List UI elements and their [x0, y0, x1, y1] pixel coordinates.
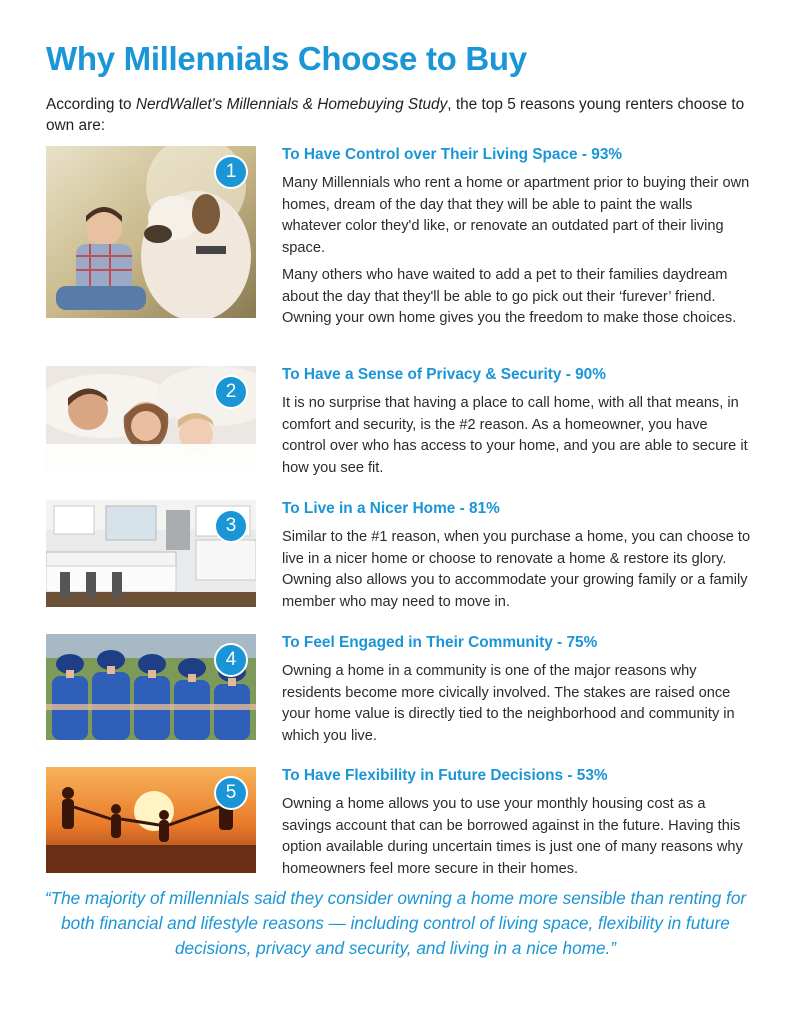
kids-baseball-team-photo	[46, 634, 256, 740]
page-title: Why Millennials Choose to Buy	[46, 40, 527, 77]
reason-number-badge: 5	[214, 776, 248, 810]
family-beach-sunset-photo	[46, 767, 256, 873]
reason-number-badge: 3	[214, 509, 248, 543]
reason-paragraph: Similar to the #1 reason, when you purchase a home, you can choose to live in a nicer home or choose to renovate a home & restore its glory. Owning also allows you to accommodate your growing family or a family member who may need to move in.	[282, 529, 751, 610]
intro-prefix: According to	[46, 96, 136, 113]
reason-number-badge: 1	[214, 155, 248, 189]
reason-number-badge: 2	[214, 375, 248, 409]
reason-paragraph: Many others who have waited to add a pet to their families daydream about the day that they'll be able to go pick out their ‘furever’ friend. Owning your own home gives you the freedom to make those choices.	[282, 267, 737, 326]
reason-paragraph: Owning a home allows you to use your monthly housing cost as a savings account that can be borrowed against in the future. Having this option available during uncertain times is just one of many reasons why homeowners feel more secure in their homes.	[282, 796, 743, 877]
reason-heading: To Have Flexibility in Future Decisions - 53%	[282, 767, 608, 784]
reason-heading: To Live in a Nicer Home - 81%	[282, 500, 500, 517]
intro-text	[46, 94, 746, 136]
kitchen-photo	[46, 500, 256, 607]
intro-suffix: , the top 5 reasons young renters choose to own are:	[46, 96, 745, 134]
family-sleeping-photo	[46, 366, 256, 472]
boy-and-dog-photo	[46, 146, 256, 318]
closing-quote: “The majority of millennials said they consider owning a home more sensible than renting for both financial and lifestyle reasons — including control of living space, flexibility in future decisions, privacy and security, and living in a nice home.”	[44, 888, 747, 958]
reason-paragraph: It is no surprise that having a place to call home, with all that means, in comfort and security, is the #2 reason. As a homeowner, you have control over who has access to your home, and you are able to secure it how you see fit.	[282, 395, 748, 476]
reason-number-badge: 4	[214, 643, 248, 677]
reason-heading: To Have a Sense of Privacy & Security - 90%	[282, 366, 606, 383]
reason-paragraph: Owning a home in a community is one of the major reasons why residents become more civically involved. The stakes are raised once your home value is directly tied to the neighborhood and community in which you live.	[282, 663, 735, 744]
study-name: NerdWallet's Millennials & Homebuying Study	[135, 96, 448, 113]
reason-heading: To Have Control over Their Living Space - 93%	[282, 146, 623, 163]
reason-paragraph: Many Millennials who rent a home or apartment prior to buying their own homes, dream of the day that they will be able to paint the walls whatever color they'd like, or renovate an outdated part of their living space.	[282, 175, 750, 256]
reason-heading: To Feel Engaged in Their Community - 75%	[282, 634, 598, 651]
